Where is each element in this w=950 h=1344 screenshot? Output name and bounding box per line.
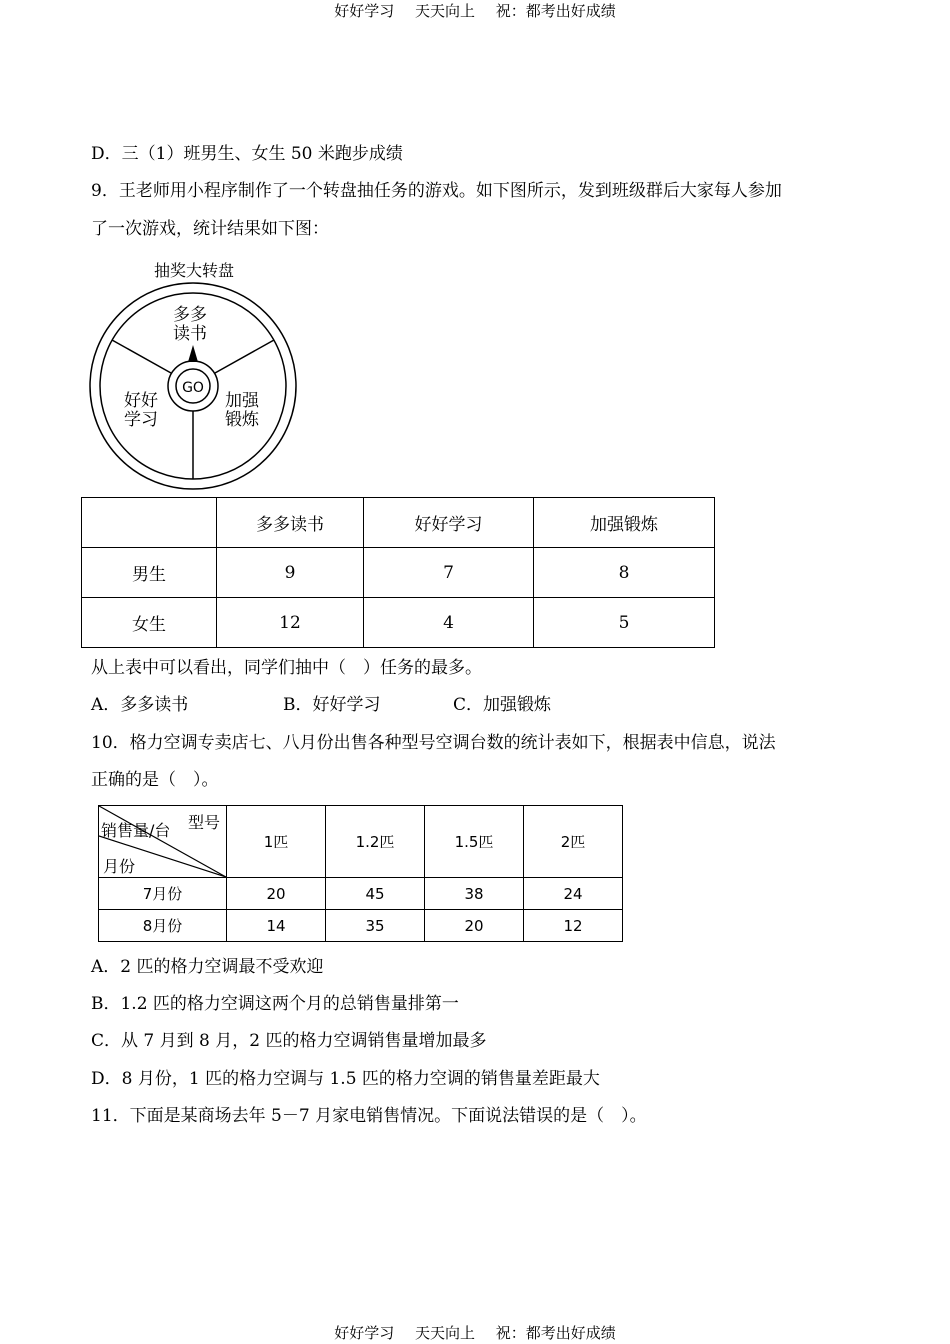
task-result-table (81, 497, 715, 648)
sector-label: 读书 (173, 324, 207, 344)
sector-label: 多多 (173, 305, 207, 325)
table-row (82, 548, 715, 598)
sector-label: 加强 (225, 391, 259, 411)
go-label: GO (182, 380, 204, 396)
table-cell: 8月份 (99, 910, 227, 942)
table-cell: 24 (524, 878, 623, 910)
question10-text-line2: 正确的是（ ）。 (91, 770, 219, 790)
header-item: 天天向上 (414, 2, 475, 20)
table-cell: 加强锻炼 (534, 498, 715, 548)
table-cell (82, 498, 217, 548)
table-row (82, 598, 715, 648)
sector-label: 学习 (124, 410, 158, 430)
header-item: 祝：都考出好成绩 (495, 2, 616, 20)
question10-option-b[interactable]: B．1.2 匹的格力空调这两个月的总销售量排第一 (91, 994, 459, 1014)
spinner-title: 抽奖大转盘 (153, 261, 235, 280)
table-row (82, 498, 715, 548)
table-row (99, 806, 623, 878)
table-row (99, 910, 623, 942)
footer-item: 好好学习 (334, 1324, 395, 1342)
lottery-spinner (88, 258, 303, 496)
question9-text-line2: 了一次游戏，统计结果如下图： (91, 219, 329, 239)
page-footer (0, 1322, 950, 1343)
sector-label: 好好 (124, 391, 158, 411)
table-cell: 8 (534, 548, 715, 598)
table-cell: 男生 (82, 548, 217, 598)
table-cell: 1.5匹 (425, 806, 524, 878)
corner-label-sales: 销售量/台 (101, 821, 171, 840)
question10-option-a[interactable]: A．2 匹的格力空调最不受欢迎 (91, 957, 324, 977)
question11-text: 11．下面是某商场去年 5－7 月家电销售情况。下面说法错误的是（ ）。 (91, 1106, 647, 1126)
question9-options (91, 697, 551, 714)
question10-option-c[interactable]: C．从 7 月到 8 月，2 匹的格力空调销售量增加最多 (91, 1031, 487, 1051)
question9-prompt: 从上表中可以看出，同学们抽中（ ）任务的最多。 (91, 658, 482, 678)
table-cell: 38 (425, 878, 524, 910)
table-cell: 7月份 (99, 878, 227, 910)
table-cell: 45 (326, 878, 425, 910)
table-cell: 35 (326, 910, 425, 942)
option-a[interactable]: A．多多读书 (91, 695, 189, 715)
table-cell: 好好学习 (364, 498, 534, 548)
table-cell: 20 (227, 878, 326, 910)
table-cell: 9 (217, 548, 364, 598)
table-cell: 12 (524, 910, 623, 942)
table-cell: 多多读书 (217, 498, 364, 548)
corner-label-model: 型号 (187, 813, 220, 832)
footer-item: 天天向上 (414, 1324, 475, 1342)
question9-text-line1: 9．王老师用小程序制作了一个转盘抽任务的游戏。如下图所示，发到班级群后大家每人参加 (91, 181, 782, 201)
table-cell: 12 (217, 598, 364, 648)
option-c[interactable]: C．加强锻炼 (453, 695, 552, 715)
option-b[interactable]: B．好好学习 (283, 695, 381, 715)
table-cell: 1.2匹 (326, 806, 425, 878)
table-cell: 20 (425, 910, 524, 942)
table-cell: 14 (227, 910, 326, 942)
table-row (99, 878, 623, 910)
question10-text-line1: 10．格力空调专卖店七、八月份出售各种型号空调台数的统计表如下，根据表中信息，说法 (91, 733, 776, 753)
question8-option-d: D．三（1）班男生、女生 50 米跑步成绩 (91, 144, 403, 164)
diagonal-corner-cell (99, 806, 227, 878)
footer-item: 祝：都考出好成绩 (495, 1324, 616, 1342)
header-item: 好好学习 (334, 2, 395, 20)
aircon-sales-table (98, 805, 623, 942)
table-cell: 5 (534, 598, 715, 648)
sector-label: 锻炼 (225, 410, 259, 430)
table-cell: 1匹 (227, 806, 326, 878)
corner-label-month: 月份 (103, 857, 136, 876)
table-cell: 7 (364, 548, 534, 598)
table-cell: 女生 (82, 598, 217, 648)
table-cell: 2匹 (524, 806, 623, 878)
question10-option-d[interactable]: D．8 月份，1 匹的格力空调与 1.5 匹的格力空调的销售量差距最大 (91, 1069, 600, 1089)
page-header (0, 0, 950, 21)
table-cell: 4 (364, 598, 534, 648)
